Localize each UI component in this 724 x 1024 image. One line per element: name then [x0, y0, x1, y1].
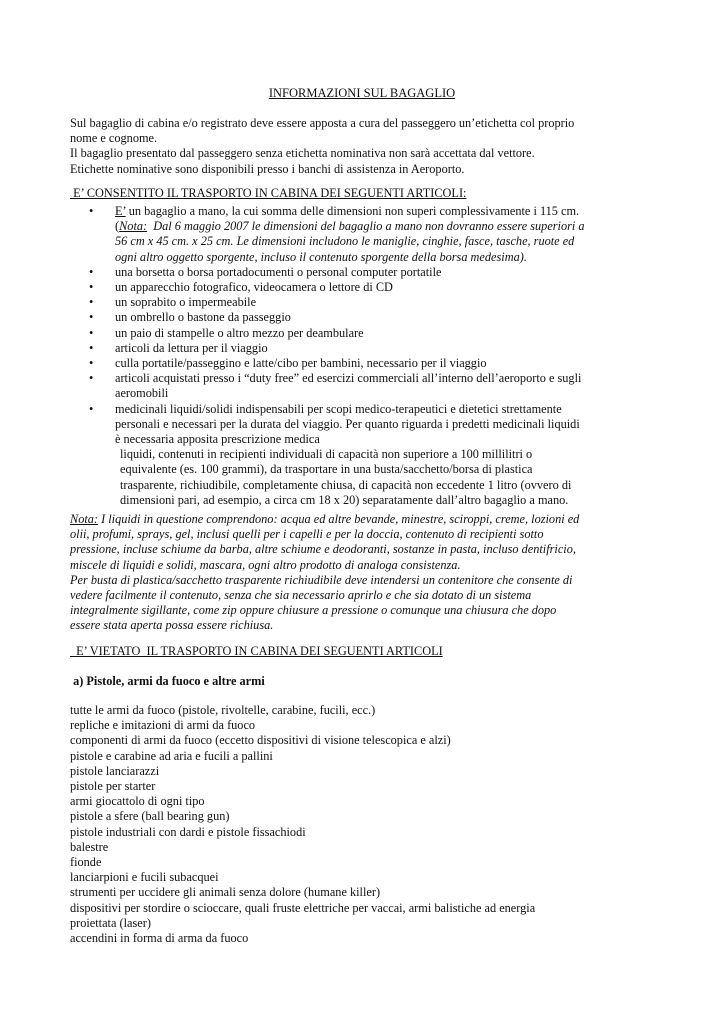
note-text: I liquidi in questione comprendono: acqua ed altre bevande, minestre, sciroppi, creme, lozioni ed: [98, 512, 580, 526]
forbidden-subsection: [70, 674, 660, 689]
list-item: pistole industriali con dardi e pistole fissachiodi: [70, 824, 306, 839]
note-label: Nota:: [70, 512, 99, 526]
note-text: pressione, incluse schiume da barba, altre schiume e deodoranti, sostanze in pasta, incluso dentifricio,: [70, 542, 576, 557]
forbidden-subheading: a) Pistole, armi da fuoco e altre armi: [70, 674, 265, 688]
nota-text: 56 cm x 45 cm. x 25 cm. Le dimensioni includono le maniglie, cinghie, fasce, tasche, ruote ed: [115, 234, 575, 249]
item-text: un bagaglio a mano, la cui somma delle dimensioni non superi complessivamente i 115 cm.: [125, 204, 580, 218]
list-item: [89, 341, 679, 356]
intro-line: Etichette nominative sono disponibili presso i banchi di assistenza in Aeroporto.: [70, 161, 465, 176]
list-item: [89, 402, 679, 448]
list-item: repliche e imitazioni di armi da fuoco: [70, 718, 256, 733]
nota-text: Dal 6 maggio 2007 le dimensioni del bagaglio a mano non dovranno essere superiori a: [147, 219, 585, 234]
nota-open: (: [115, 219, 120, 234]
list-item: armi giocattolo di ogni tipo: [70, 794, 205, 809]
bullet-icon: •: [89, 204, 94, 218]
allowed-section: [70, 186, 660, 201]
bullet-icon: •: [89, 401, 94, 416]
intro-paragraph: [70, 116, 660, 177]
liquids-line: dimensioni pari, ad esempio, a circa cm 18 x 20) separatamente dall’altro bagaglio a mano.: [120, 492, 569, 507]
list-item: [89, 295, 679, 310]
list-item: componenti di armi da fuoco (eccetto dispositivi di visione telescopica e alzi): [70, 733, 451, 748]
list-item: pistole per starter: [70, 779, 156, 794]
note-text: olii, profumi, sprays, gel, inclusi quelli per i capelli e per la doccia, contenuto di recipienti sotto: [70, 527, 544, 542]
liquids-line: trasparente, richiudibile, completamente chiusa, di capacità non eccedente 1 litro (ovvero di: [120, 477, 572, 492]
nota-text: ogni altro oggetto sporgente, incluso il contenuto sporgente della borsa medesima).: [115, 249, 527, 264]
bullet-icon: •: [89, 310, 94, 325]
note-text: miscele di liquidi e solidi, mascara, ogni altro prodotto di analoga consistenza.: [70, 557, 461, 572]
list-item: [89, 310, 679, 325]
list-item: pistole a sfere (ball bearing gun): [70, 809, 230, 824]
list-item: [89, 204, 679, 265]
bullet-icon: •: [89, 340, 94, 355]
bullet-icon: •: [89, 325, 94, 340]
liquids-line: equivalente (es. 100 grammi), da trasportare in una busta/sacchetto/borsa di plastica: [120, 462, 533, 477]
list-item: strumenti per uccidere gli animali senza dolore (humane killer): [70, 885, 381, 900]
item-text: culla portatile/passeggino e latte/cibo per bambini, necessario per il viaggio: [115, 356, 487, 371]
list-item: pistole lanciarazzi: [70, 763, 160, 778]
nota-label: Nota:: [119, 219, 148, 234]
list-item: [89, 356, 679, 371]
liquids-paragraph: [89, 447, 679, 508]
list-item: [89, 280, 679, 295]
bullet-icon: •: [89, 371, 94, 386]
intro-line: nome e cognome.: [70, 131, 158, 146]
forbidden-section: [70, 644, 660, 659]
item-lead: E’: [115, 204, 126, 218]
intro-line: Sul bagaglio di cabina e/o registrato deve essere apposta a cura del passeggero un’etichetta col proprio: [70, 116, 575, 130]
forbidden-heading: E’ VIETATO IL TRASPORTO IN CABINA DEI SEGUENTI ARTICOLI: [70, 644, 443, 658]
list-item: fionde: [70, 855, 102, 870]
list-item: dispositivi per stordire o scioccare, quali fruste elettriche per vaccai, armi balistiche ad energia: [70, 900, 536, 915]
list-item: [89, 371, 679, 401]
item-text: un soprabito o impermeabile: [115, 295, 257, 310]
item-text: un ombrello o bastone da passeggio: [115, 310, 291, 325]
note-text: integralmente sigillante, come zip oppure chiusure a pressione o comunque una chiusura che dopo: [70, 603, 557, 618]
item-text: personali e necessari per la durata del viaggio. Per quanto riguarda i predetti medicinali liquidi: [115, 416, 580, 431]
allowed-list: [89, 204, 679, 508]
item-text: un apparecchio fotografico, videocamera o lettore di CD: [115, 280, 393, 295]
item-text: articoli da lettura per il viaggio: [115, 340, 268, 355]
bullet-icon: •: [89, 295, 94, 310]
forbidden-list: [70, 703, 660, 946]
bullet-icon: •: [89, 280, 94, 295]
list-item: [89, 265, 679, 280]
list-item: balestre: [70, 839, 109, 854]
note-text: essere stata aperta possa essere richiusa.: [70, 618, 274, 633]
liquids-line: liquidi, contenuti in recipienti individuali di capacità non superiore a 100 millilitri o: [120, 447, 533, 462]
list-item: lanciarpioni e fucili subacquei: [70, 870, 219, 885]
list-item: accendini in forma di arma da fuoco: [70, 931, 249, 946]
note-paragraph: [70, 512, 670, 634]
intro-line: Il bagaglio presentato dal passeggero senza etichetta nominativa non sarà accettata dal vettore.: [70, 146, 535, 161]
page-title: INFORMAZIONI SUL BAGAGLIO: [268, 86, 456, 100]
bullet-icon: •: [89, 356, 94, 371]
list-item: tutte le armi da fuoco (pistole, rivoltelle, carabine, fucili, ecc.): [70, 703, 376, 717]
bullet-icon: •: [89, 264, 94, 279]
item-text: un paio di stampelle o altro mezzo per deambulare: [115, 325, 364, 340]
item-text: medicinali liquidi/solidi indispensabili per scopi medico-terapeutici e dietetici strettamente: [115, 401, 562, 416]
item-text: aeromobili: [115, 386, 169, 401]
list-item: pistole e carabine ad aria e fucili a pallini: [70, 748, 273, 763]
list-item: [89, 326, 679, 341]
item-text: articoli acquistati presso i “duty free” ed esercizi commerciali all’interno dell’aeroporto e sugli: [115, 371, 582, 386]
item-text: una borsetta o borsa portadocumenti o personal computer portatile: [115, 264, 442, 279]
note-text: Per busta di plastica/sacchetto trasparente richiudibile deve intendersi un contenitore che consente di: [70, 572, 573, 587]
note-text: vedere facilmente il contenuto, senza che sia necessario aprirlo e che sia dotato di un sistema: [70, 588, 532, 603]
item-text: è necessaria apposita prescrizione medica: [115, 432, 320, 447]
list-item: proiettata (laser): [70, 915, 151, 930]
allowed-heading: E’ CONSENTITO IL TRASPORTO IN CABINA DEI SEGUENTI ARTICOLI:: [70, 186, 467, 200]
